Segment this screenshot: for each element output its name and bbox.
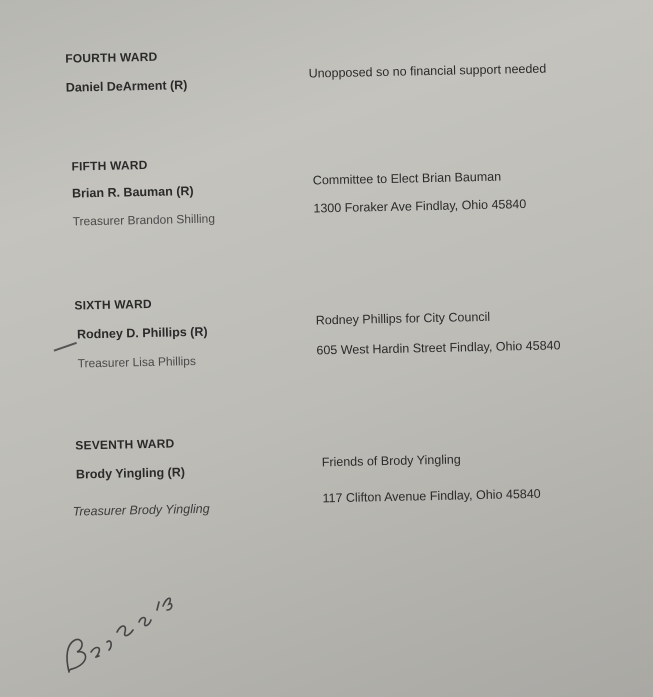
sixth-ward-committee: Rodney Phillips for City Council (315, 309, 491, 328)
fifth-ward-candidate: Brian R. Bauman (R) (71, 183, 194, 201)
fourth-ward-note: Unopposed so no financial support needed (308, 61, 547, 81)
fifth-ward-treasurer: Treasurer Brandon Shilling (72, 211, 216, 229)
handwritten-signature (55, 560, 185, 680)
sixth-ward-address: 605 West Hardin Street Findlay, Ohio 45840 (316, 338, 561, 358)
fifth-ward-heading: FIFTH WARD (71, 157, 148, 174)
fourth-ward-candidate: Daniel DeArment (R) (65, 78, 188, 95)
sixth-ward-treasurer: Treasurer Lisa Phillips (77, 353, 197, 371)
seventh-ward-heading: SEVENTH WARD (75, 436, 175, 453)
seventh-ward-committee: Friends of Brody Yingling (321, 452, 461, 470)
seventh-ward-address: 117 Clifton Avenue Findlay, Ohio 45840 (322, 486, 541, 506)
fifth-ward-committee: Committee to Elect Brian Bauman (312, 169, 502, 188)
sixth-ward-heading: SIXTH WARD (74, 296, 152, 313)
fifth-ward-address: 1300 Foraker Ave Findlay, Ohio 45840 (313, 197, 527, 216)
sixth-ward-candidate: Rodney D. Phillips (R) (76, 324, 208, 342)
fourth-ward-heading: FOURTH WARD (65, 49, 158, 66)
pen-mark (54, 342, 77, 352)
seventh-ward-treasurer: Treasurer Brody Yingling (72, 501, 210, 519)
seventh-ward-candidate: Brody Yingling (R) (75, 465, 186, 482)
